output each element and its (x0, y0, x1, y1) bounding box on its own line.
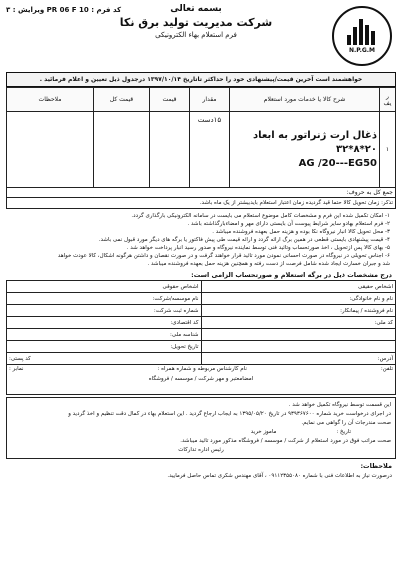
address-field[interactable]: آدرس: (201, 353, 396, 365)
contact-row (9, 366, 393, 372)
table-header-row (7, 88, 396, 112)
closing-note2: در اجرای درخواست خرید شماره ۹۳۹۳۶۷۶۰۰ در تاریخ ۱۳۹۵/۰۵/۲۰ به ایجاب ارجاع گردید . این استعلام بهاء در کمال دقت تنظیم و اخذ گردید و (68, 411, 391, 417)
closing-box (6, 397, 396, 459)
reg-no-field[interactable]: شماره ثبت شرکت: (7, 305, 202, 317)
condition-item: شد و جبران خسارت ایجاد شده شامل فرصت از دست رفته و همچنین هزینه حمل بعهده فروشنده میباشد . (147, 261, 390, 267)
invitation-text: خواهشمند است آخرین قیمت/پیشنهادی خود را حداکثر تاتاریخ ۱۳۹۷/۱۰/۱۴ درجدول ذیل تعیین و اعلام فرمائید . (6, 72, 396, 87)
company-name: شرکت مدیریت تولید برق نکا (119, 16, 273, 29)
fax-field[interactable]: نمابر : (9, 366, 24, 372)
head-label: رئیس اداره تدارکات (178, 447, 224, 453)
items-table (6, 87, 396, 198)
empty-cell (201, 329, 396, 341)
empty-cell (201, 341, 396, 353)
form-header (6, 4, 396, 70)
condition-item: ۲- فرم استعلام بهادو سایر شرایط پیوست آن بایستی دارای مهر و امضاءبارگذاشته باشد . (187, 221, 390, 227)
firm-name-field[interactable]: نام موسسه/شرکت: (7, 293, 202, 305)
closing-note1: این قسمت توسط نیروگاه تکمیل خواهد شد . (288, 402, 391, 408)
form-name: فرم استعلام بهاء الکترونیکی (155, 31, 237, 39)
remarks-label: ملاحظات: (360, 462, 392, 470)
bismillah: بسمه تعالی (170, 4, 222, 14)
info-title: درج مشخصات ذیل در برگه استعلام و صورتحساب الزامی است: (191, 271, 392, 279)
closing-note3: صحت مندرجات آن را گواهی می نمایم. (301, 420, 391, 426)
condition-item: ۴- قیمت پیشنهادی بایستی قطعی در همین برگ ارائه گردد و ارائه قیمت طی پیش فاکتور یا برگه های دیگر مورد قبول نمی باشد. (98, 237, 390, 243)
row-index: ۱ (380, 112, 396, 188)
col-total: قیمت کل (94, 88, 150, 112)
buyer-row (11, 428, 391, 437)
company-logo (332, 6, 392, 66)
desc-line2: AG /20---EG50 (298, 157, 377, 169)
logo-text: N.P.G.M (348, 46, 376, 54)
col-remarks: ملاحظات (7, 88, 94, 112)
legal-person-header: اشخاص حقوقی (7, 281, 202, 293)
seller-name-field[interactable]: نام فروشنده / پیمانکار: (201, 305, 396, 317)
condition-item: ۳- محل تحویل کالا انبار نیروگاه نکا بوده و هزینه حمل بعهده فروشنده میباشد . (212, 229, 390, 235)
national-id-field[interactable]: شناسه ملی: (7, 329, 202, 341)
validity-note: تذکر: زمان تحویل کالا حتما قید گردیده زمان اعتبار استعلام بایدبیشتر از یک ماه باشد. (6, 198, 396, 209)
date-field[interactable]: تاریخ : (336, 429, 351, 435)
condition-item: ۶- اجناس تحویلی در نیروگاه در صورت احسانی نمودن مورد تائید قرار خواهند گرفت و در صورت نقصان و داشتن هرگونه اشکال، کالا عودت خواهد (57, 253, 390, 259)
sum-words: جمع کل به حروف: (7, 188, 396, 198)
row-remarks[interactable] (7, 112, 94, 188)
footer (6, 459, 396, 484)
delivery-date-field[interactable]: تاریخ تحویل: (7, 341, 202, 353)
col-quantity: مقدار (190, 88, 230, 112)
buyer-label: ماموز خرید (250, 429, 277, 435)
row-total[interactable] (94, 112, 150, 188)
row-description (230, 112, 380, 188)
condition-item: ۱- امکان تکمیل شده این فرم و مشخصات کامل موضوع استعلام می بایست در سامانه الکترونیکی بارگذاری گردد. (131, 213, 390, 219)
postal-code-field[interactable]: کد پستی: (7, 353, 202, 365)
col-price: قیمت (150, 88, 190, 112)
row-quantity: ۱۵دست (190, 112, 230, 188)
contact-info: درصورت نیاز به اطلاعات فنی با شماره ۰۹۱۱۲۳۵۵۰۸۰ ، آقای مهندس شکری تماس حاصل فرمایید. (167, 473, 392, 479)
sum-row (7, 188, 396, 198)
national-code-field[interactable]: کد ملی: (201, 317, 396, 329)
col-row: ر یف (380, 88, 396, 112)
person-name-field[interactable]: نام و نام خانوادگی: (201, 293, 396, 305)
agent-field[interactable]: نام کارشناس مربوطه و شماره همراه : (157, 366, 247, 372)
row-price[interactable] (150, 112, 190, 188)
closing-note4: صحت مراتب فوق در مورد استعلام از شرکت / موسسه / فروشگاه مذکور مورد تائید میباشد. (180, 438, 391, 444)
desc-line1: ذغال ارت ژنراتور به ابعاد ۲۰*۸*۳۲ (252, 129, 377, 155)
seller-info-table (6, 280, 396, 395)
condition-item: ۵- بهای کالا پس ازتحویل ، اخذ صورتحساب وتائید فنی توسط نماینده نیروگاه و صدور رسید انبار پرداخت خواهد شد . (126, 245, 390, 251)
contact-block (7, 365, 396, 395)
phone-field[interactable]: تلفن: (380, 366, 393, 372)
econ-code-field[interactable]: کد اقتصادی: (7, 317, 202, 329)
form-code: کد فرم : PR 06 F 10 ویرایش : ۳ (6, 6, 122, 14)
natural-person-header: اشخاص حقیقی (201, 281, 396, 293)
power-plant-icon (347, 19, 377, 45)
sign-label: امضامعتبر و مهر شرکت / موسسه / فروشگاه (148, 376, 254, 382)
col-description: شرح کالا یا خدمات مورد استعلام (230, 88, 380, 112)
table-row (7, 112, 396, 188)
conditions-list (6, 209, 396, 270)
header-titles (76, 4, 316, 39)
